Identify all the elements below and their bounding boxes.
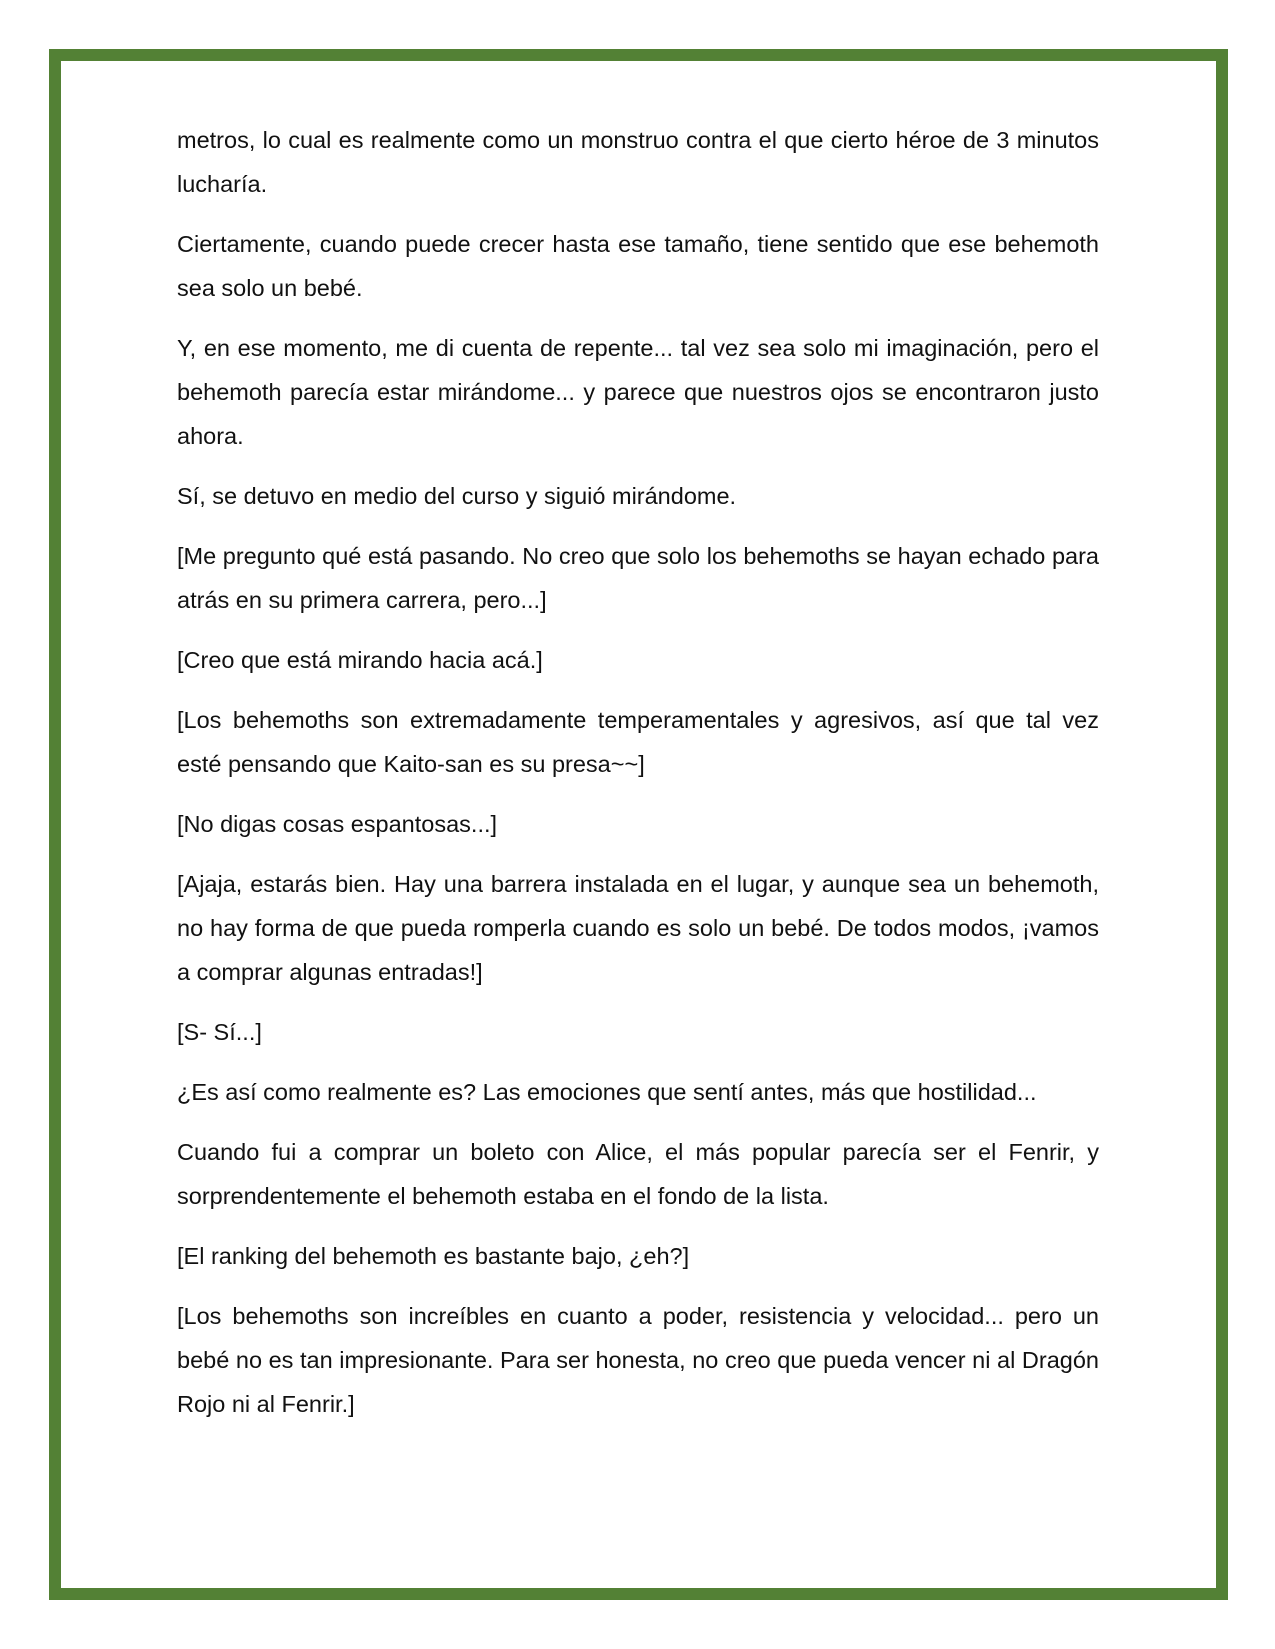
paragraph: ¿Es así como realmente es? Las emociones que sentí antes, más que hostilidad... (177, 1079, 1037, 1105)
paragraph: [Me pregunto qué está pasando. No creo que solo los behemoths se hayan echado para atrás en su primera carrera, pero...] (177, 543, 1099, 613)
paragraph: Ciertamente, cuando puede crecer hasta ese tamaño, tiene sentido que ese behemoth sea solo un bebé. (177, 231, 1099, 301)
paragraph: metros, lo cual es realmente como un monstruo contra el que cierto héroe de 3 minutos lucharía. (177, 127, 1099, 197)
paragraph: Y, en ese momento, me di cuenta de repente... tal vez sea solo mi imaginación, pero el behemoth parecía estar mirándome... y parece que nuestros ojos se encontraron justo ahora. (177, 335, 1099, 449)
paragraph: Cuando fui a comprar un boleto con Alice, el más popular parecía ser el Fenrir, y sorprendentemente el behemoth estaba en el fondo de la lista. (177, 1139, 1099, 1209)
document-body (177, 118, 1099, 1442)
paragraph: [El ranking del behemoth es bastante bajo, ¿eh?] (177, 1243, 690, 1269)
paragraph: [Los behemoths son extremadamente temperamentales y agresivos, así que tal vez esté pensando que Kaito-san es su presa~~] (177, 707, 1099, 777)
paragraph: Sí, se detuvo en medio del curso y siguió mirándome. (177, 483, 737, 509)
paragraph: [Ajaja, estarás bien. Hay una barrera instalada en el lugar, y aunque sea un behemoth, no hay forma de que pueda romperla cuando es solo un bebé. De todos modos, ¡vamos a comprar algunas entradas!] (177, 871, 1099, 985)
paragraph: [S- Sí...] (177, 1019, 262, 1045)
paragraph: [No digas cosas espantosas...] (177, 811, 498, 837)
paragraph: [Los behemoths son increíbles en cuanto a poder, resistencia y velocidad... pero un bebé no es tan impresionante. Para ser honesta, no creo que pueda vencer ni al Dragón Rojo ni al Fenrir.] (177, 1303, 1099, 1417)
paragraph: [Creo que está mirando hacia acá.] (177, 647, 543, 673)
